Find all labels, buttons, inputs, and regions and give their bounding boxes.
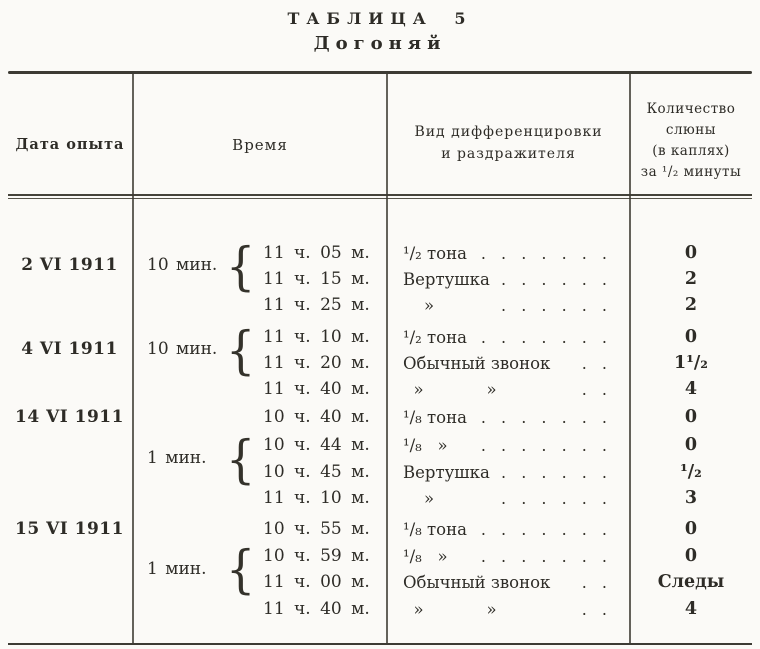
time-cell: 11 ч. 40 м. xyxy=(263,599,370,619)
table-row xyxy=(0,266,760,293)
rule-header-double-bottom xyxy=(8,198,752,199)
leader-dots: . . . . . . xyxy=(501,296,612,315)
stimulus-cell: ¹/₈ тона xyxy=(403,408,467,427)
stimulus-cell: » xyxy=(403,489,435,508)
stimulus-cell: ¹/₈ » xyxy=(403,436,448,455)
saliva-value: 3 xyxy=(684,488,698,508)
time-cell: 11 ч. 10 м. xyxy=(263,488,370,508)
table-row xyxy=(0,376,760,403)
brace-icon: { xyxy=(226,319,256,381)
saliva-value: 4 xyxy=(684,599,698,619)
stimulus-cell: » » xyxy=(403,600,497,619)
saliva-value: 2 xyxy=(684,269,698,289)
time-cell: 11 ч. 00 м. xyxy=(263,572,370,592)
dog-name: Догоняй xyxy=(313,33,447,54)
leader-dots: . . . . . . . xyxy=(480,408,612,427)
table-title: ТАБЛИЦА 5 xyxy=(287,9,473,28)
date-label: 15 VI 1911 xyxy=(15,519,124,539)
leader-dots: . . xyxy=(581,354,612,373)
brace-icon: { xyxy=(226,428,256,490)
leader-dots: . . xyxy=(581,600,612,619)
column-header-amount-line4: за ¹/₂ минуты xyxy=(640,164,742,180)
date-label: 14 VI 1911 xyxy=(15,407,124,427)
column-header-stimulus-line1: Вид дифференцировки xyxy=(414,124,603,140)
column-header-stimulus xyxy=(390,121,627,165)
saliva-value: Следы xyxy=(657,572,725,592)
stimulus-cell: » » xyxy=(403,380,497,399)
stimulus-cell: » xyxy=(403,296,435,315)
time-cell: 10 ч. 40 м. xyxy=(263,407,370,427)
interval-label: 1 мин. xyxy=(147,559,207,579)
date-label: 4 VI 1911 xyxy=(21,339,118,359)
table-row xyxy=(0,324,760,351)
stimulus-cell: ¹/₂ тона xyxy=(403,328,467,347)
table-row xyxy=(0,240,760,267)
leader-dots: . . . . . . xyxy=(501,489,612,508)
column-header-time: Время xyxy=(232,136,288,154)
time-cell: 11 ч. 05 м. xyxy=(263,243,370,263)
saliva-value: 0 xyxy=(684,519,698,539)
leader-dots: . . . . . . xyxy=(501,270,612,289)
leader-dots: . . . . . . . xyxy=(480,244,612,263)
rule-bottom xyxy=(8,643,752,645)
time-cell: 10 ч. 55 м. xyxy=(263,519,370,539)
leader-dots: . . . . . . . xyxy=(480,547,612,566)
column-header-stimulus-line2: и раздражителя xyxy=(441,146,576,162)
saliva-value: 1¹/₂ xyxy=(674,353,708,373)
saliva-value: 0 xyxy=(684,327,698,347)
saliva-value: 2 xyxy=(684,295,698,315)
stimulus-cell: Вертушка xyxy=(403,463,490,482)
stimulus-cell: Вертушка xyxy=(403,270,490,289)
table-row xyxy=(0,432,760,459)
time-cell: 10 ч. 45 м. xyxy=(263,462,370,482)
stimulus-cell: ¹/₈ » xyxy=(403,547,448,566)
table-row xyxy=(0,350,760,377)
leader-dots: . . . . . . xyxy=(501,463,612,482)
table-row xyxy=(0,292,760,319)
saliva-value: 4 xyxy=(684,379,698,399)
time-cell: 11 ч. 20 м. xyxy=(263,353,370,373)
table-row xyxy=(0,543,760,570)
stimulus-cell: Обычный звонок xyxy=(403,354,551,373)
column-header-amount xyxy=(632,99,750,183)
time-cell: 10 ч. 59 м. xyxy=(263,546,370,566)
column-header-amount-line2: слюны xyxy=(665,122,717,138)
date-label: 2 VI 1911 xyxy=(21,255,118,275)
stimulus-cell: Обычный звонок xyxy=(403,573,551,592)
rule-top xyxy=(8,71,752,74)
column-header-date: Дата опыта xyxy=(15,136,125,153)
brace-icon: { xyxy=(226,538,256,600)
interval-label: 1 мин. xyxy=(147,448,207,468)
time-cell: 11 ч. 10 м. xyxy=(263,327,370,347)
leader-dots: . . . . . . . xyxy=(480,520,612,539)
time-cell: 10 ч. 44 м. xyxy=(263,435,370,455)
interval-label: 10 мин. xyxy=(147,255,218,275)
saliva-value: 0 xyxy=(684,407,698,427)
leader-dots: . . xyxy=(581,380,612,399)
table-row xyxy=(0,596,760,623)
time-cell: 11 ч. 40 м. xyxy=(263,379,370,399)
time-cell: 11 ч. 15 м. xyxy=(263,269,370,289)
leader-dots: . . . . . . . xyxy=(480,328,612,347)
rule-header-double-top xyxy=(8,194,752,196)
time-cell: 11 ч. 25 м. xyxy=(263,295,370,315)
brace-icon: { xyxy=(226,235,256,297)
column-header-amount-line1: Количество xyxy=(646,101,736,117)
interval-label: 10 мин. xyxy=(147,339,218,359)
table-row xyxy=(0,485,760,512)
saliva-value: 0 xyxy=(684,435,698,455)
saliva-value: 0 xyxy=(684,546,698,566)
leader-dots: . . xyxy=(581,573,612,592)
stimulus-cell: ¹/₈ тона xyxy=(403,520,467,539)
table-row xyxy=(0,516,760,543)
table-row xyxy=(0,404,760,431)
stimulus-cell: ¹/₂ тона xyxy=(403,244,467,263)
saliva-value: ¹/₂ xyxy=(680,462,702,482)
table-row xyxy=(0,459,760,486)
leader-dots: . . . . . . . xyxy=(480,436,612,455)
column-header-amount-line3: (в каплях) xyxy=(652,143,730,159)
saliva-value: 0 xyxy=(684,243,698,263)
table-row xyxy=(0,569,760,596)
